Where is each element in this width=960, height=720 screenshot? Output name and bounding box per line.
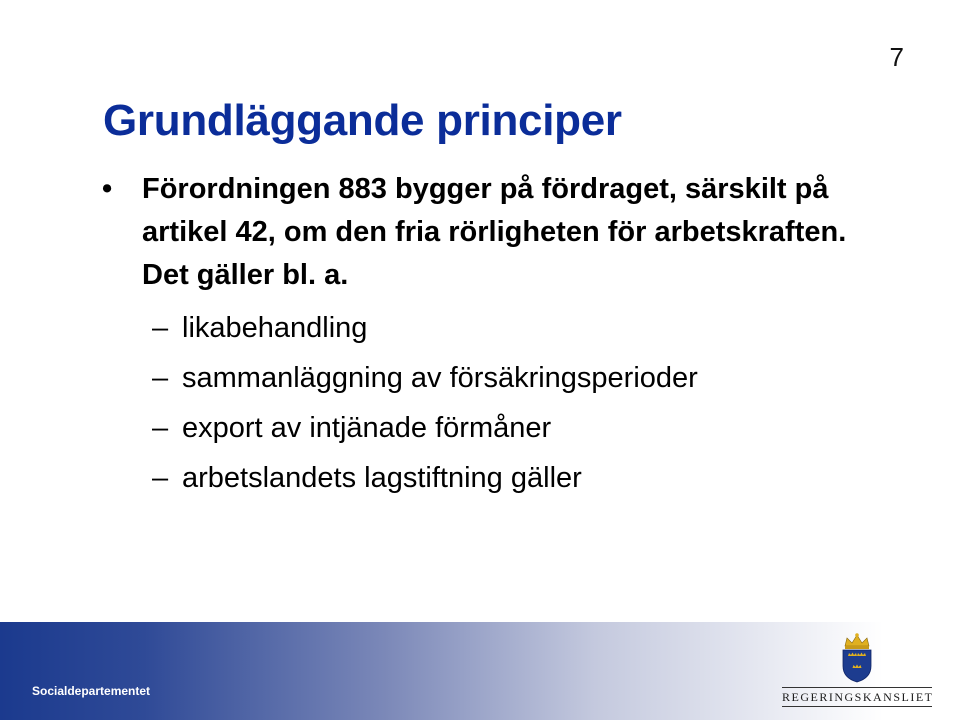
logo-rule-bottom [782, 706, 932, 707]
sub-bullet-list [100, 303, 900, 503]
sub-bullet [152, 403, 900, 453]
slide-body [100, 168, 900, 503]
bullet-marker: • [102, 173, 113, 205]
sub-bullet [152, 303, 900, 353]
sub-bullet-text: sammanläggning av försäkringsperioder [182, 362, 698, 394]
sub-bullet [152, 453, 900, 503]
footer-band [0, 622, 960, 720]
sub-bullet-text: arbetslandets lagstiftning gäller [182, 462, 582, 494]
main-bullet [100, 168, 900, 297]
slide-number: 7 [889, 42, 904, 72]
dash-marker: – [152, 462, 169, 494]
logo-rule-top [782, 687, 932, 688]
dash-marker: – [152, 312, 169, 344]
logo-text: REGERINGSKANSLIET [782, 690, 934, 704]
main-bullet-text: Förordningen 883 bygger på fördraget, särskilt på artikel 42, om den fria rörligheten för arbetskraften. Det gäller bl. a. [142, 173, 847, 291]
dash-marker: – [152, 412, 169, 444]
sub-bullet [152, 353, 900, 403]
crest-icon [837, 632, 877, 684]
sub-bullet-text: likabehandling [182, 312, 368, 344]
department-label: Socialdepartementet [32, 684, 151, 698]
dash-marker: – [152, 362, 169, 394]
sub-bullet-text: export av intjänade förmåner [182, 412, 552, 444]
slide-title: Grundläggande principer [103, 96, 622, 145]
regeringskansliet-logo [782, 632, 932, 712]
